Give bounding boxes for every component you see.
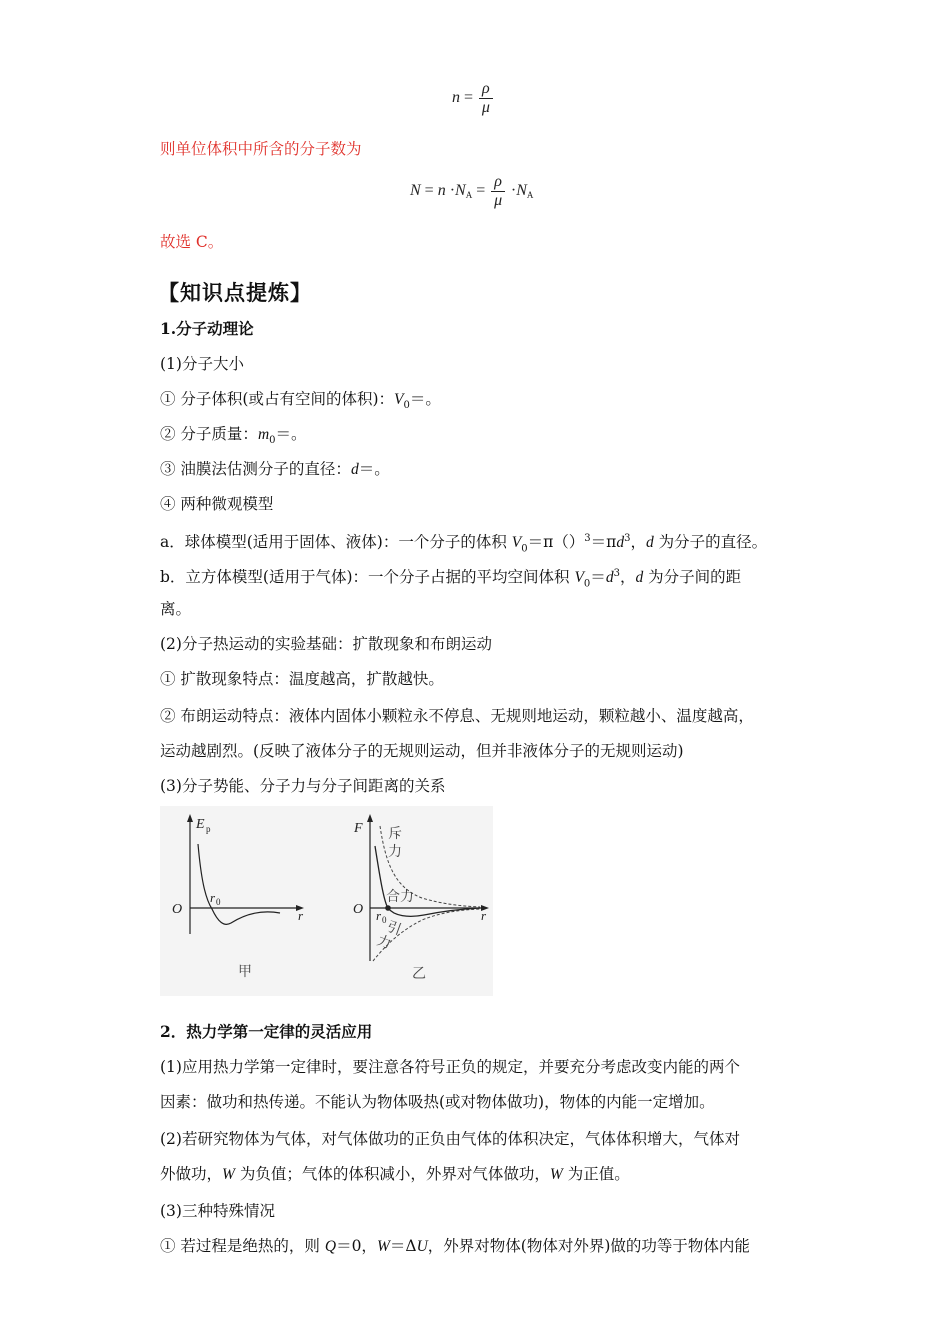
sec1-line	[160, 563, 741, 595]
sec1-line	[160, 458, 390, 481]
text: ＝0，	[336, 1237, 377, 1255]
subscript: A	[526, 190, 534, 201]
sec1-line: ④ 两种微观模型	[160, 495, 274, 513]
sec2-line	[160, 1235, 750, 1258]
text: 为负值；气体的体积减小，外界对气体做功，	[234, 1165, 550, 1183]
var: V	[574, 569, 584, 587]
superscript: 3	[584, 533, 591, 544]
answer-text: 故选 C。	[160, 233, 224, 251]
formula-var: n	[437, 182, 446, 200]
text: ＝	[590, 568, 606, 587]
var: W	[549, 1166, 563, 1183]
sec1-line: 离。	[160, 600, 192, 618]
sec1-line: ① 扩散现象特点：温度越高，扩散越快。	[160, 670, 444, 688]
subscript: A	[465, 190, 473, 201]
var: W	[376, 1238, 390, 1255]
left-caption: 甲	[238, 965, 252, 980]
var: d	[646, 534, 654, 552]
sec2-line: (3)三种特殊情况	[160, 1202, 275, 1220]
var: Q	[324, 1238, 337, 1255]
left-origin: O	[172, 902, 183, 917]
fraction	[491, 173, 505, 210]
text: ① 若过程是绝热的，则	[160, 1237, 325, 1255]
text: ＝。	[275, 425, 307, 443]
text: 为分子的直径。	[653, 533, 768, 552]
attraction-label-1: 引	[384, 919, 403, 939]
potential-energy-curve	[198, 844, 280, 924]
formula-var: N	[455, 182, 466, 200]
sec2-title: 2．热力学第一定律的灵活应用	[160, 1022, 373, 1041]
formula-N	[410, 173, 533, 210]
superscript: 3	[624, 533, 631, 544]
formula-dot: ·	[449, 182, 456, 200]
right-origin: O	[353, 902, 364, 917]
r0-point	[385, 905, 391, 911]
sec1-line: (1)分子大小	[160, 355, 244, 373]
formula-dot: ·	[510, 182, 517, 200]
text: 为分子间的距	[643, 568, 742, 587]
sec2-line: 因素：做功和热传递。不能认为物体吸热(或对物体做功)，物体的内能一定增加。	[160, 1093, 715, 1111]
formula-eq: =	[464, 89, 474, 107]
var: V	[511, 534, 522, 552]
text: ② 分子质量：	[160, 425, 258, 443]
text: 为正值。	[562, 1165, 630, 1183]
section-heading: 【知识点提炼】	[158, 281, 312, 305]
superscript: 3	[613, 568, 620, 579]
attraction-label-2: 力	[374, 933, 393, 953]
right-r0: r	[376, 908, 382, 923]
repulsion-label-1: 斥	[388, 827, 402, 842]
left-xlabel: r	[298, 908, 304, 923]
var: V	[394, 391, 404, 408]
numerator: ρ	[479, 80, 493, 99]
sec1-line: 运动越剧烈。(反映了液体分子的无规则运动，但并非液体分子的无规则运动)	[160, 742, 684, 760]
right-ylabel: F	[354, 821, 363, 836]
text: ③ 油膜法估测分子的直径：	[160, 460, 351, 478]
right-r0sub: 0	[382, 915, 387, 925]
denominator: μ	[481, 99, 490, 116]
text-unit-volume: 则单位体积中所含的分子数为	[160, 140, 362, 158]
sec2-line: (1)应用热力学第一定律时，要注意各符号正负的规定，并要充分考虑改变内能的两个	[160, 1058, 740, 1076]
sec1-line	[160, 423, 307, 452]
formula-var: N	[410, 182, 421, 200]
text: a．球体模型(适用于固体、液体)：一个分子的体积	[160, 533, 512, 552]
left-y-arrow	[187, 814, 193, 822]
figure-svg	[160, 806, 493, 996]
sec1-line	[160, 388, 441, 417]
formula-eq: =	[476, 182, 486, 200]
formula-n	[452, 80, 495, 117]
sec1-line: (2)分子热运动的实验基础：扩散现象和布朗运动	[160, 635, 492, 653]
var: d	[616, 534, 625, 552]
text: 外做功，	[160, 1165, 223, 1183]
subscript: 0	[521, 543, 528, 555]
denominator: μ	[494, 192, 503, 209]
var: m	[257, 426, 270, 443]
sec2-line	[160, 1163, 630, 1186]
right-caption: 乙	[412, 967, 426, 982]
sec1-line: ② 布朗运动特点：液体内固体小颗粒永不停息、无规则地运动，颗粒越小、温度越高，	[160, 707, 754, 725]
right-xlabel: r	[481, 908, 487, 923]
formula-eq: =	[424, 182, 434, 200]
left-r0sub: 0	[216, 897, 221, 907]
text: b．立方体模型(适用于气体)：一个分子占据的平均空间体积	[160, 568, 575, 587]
left-ylabel: E	[196, 817, 205, 832]
text: ＝。	[358, 460, 390, 478]
text: ，	[619, 568, 636, 587]
potential-force-figure	[160, 806, 493, 996]
fraction	[479, 80, 493, 117]
var: d	[635, 569, 644, 587]
text: ＝π（）	[527, 533, 585, 552]
text: ，外界对物体(物体对外界)做的功等于物体内能	[427, 1237, 750, 1255]
sec1-line	[160, 528, 767, 560]
text: ① 分子体积(或占有空间的体积)：	[160, 390, 395, 408]
text: ＝Δ	[389, 1237, 417, 1255]
left-r0: r	[210, 890, 216, 905]
numerator: ρ	[491, 173, 505, 192]
sec2-line: (2)若研究物体为气体，对气体做功的正负由气体的体积决定，气体体积增大，气体对	[160, 1130, 740, 1148]
var: d	[350, 461, 359, 478]
right-y-arrow	[367, 814, 373, 822]
text: ＝。	[409, 390, 441, 408]
text: ，	[630, 533, 646, 552]
var: W	[222, 1166, 235, 1183]
subscript: 0	[583, 578, 591, 590]
repulsion-label-2: 力	[388, 845, 402, 860]
formula-var: n	[452, 89, 460, 107]
var: d	[605, 569, 614, 587]
subscript: 0	[269, 435, 276, 447]
subscript: 0	[403, 400, 410, 412]
text: ＝π	[590, 533, 617, 552]
var: U	[416, 1238, 428, 1255]
sec1-line: (3)分子势能、分子力与分子间距离的关系	[160, 777, 446, 795]
sec1-title: 1.分子动理论	[160, 319, 254, 338]
resultant-label: 合力	[386, 890, 414, 905]
formula-var: N	[516, 182, 527, 200]
left-ysub: p	[206, 824, 211, 834]
